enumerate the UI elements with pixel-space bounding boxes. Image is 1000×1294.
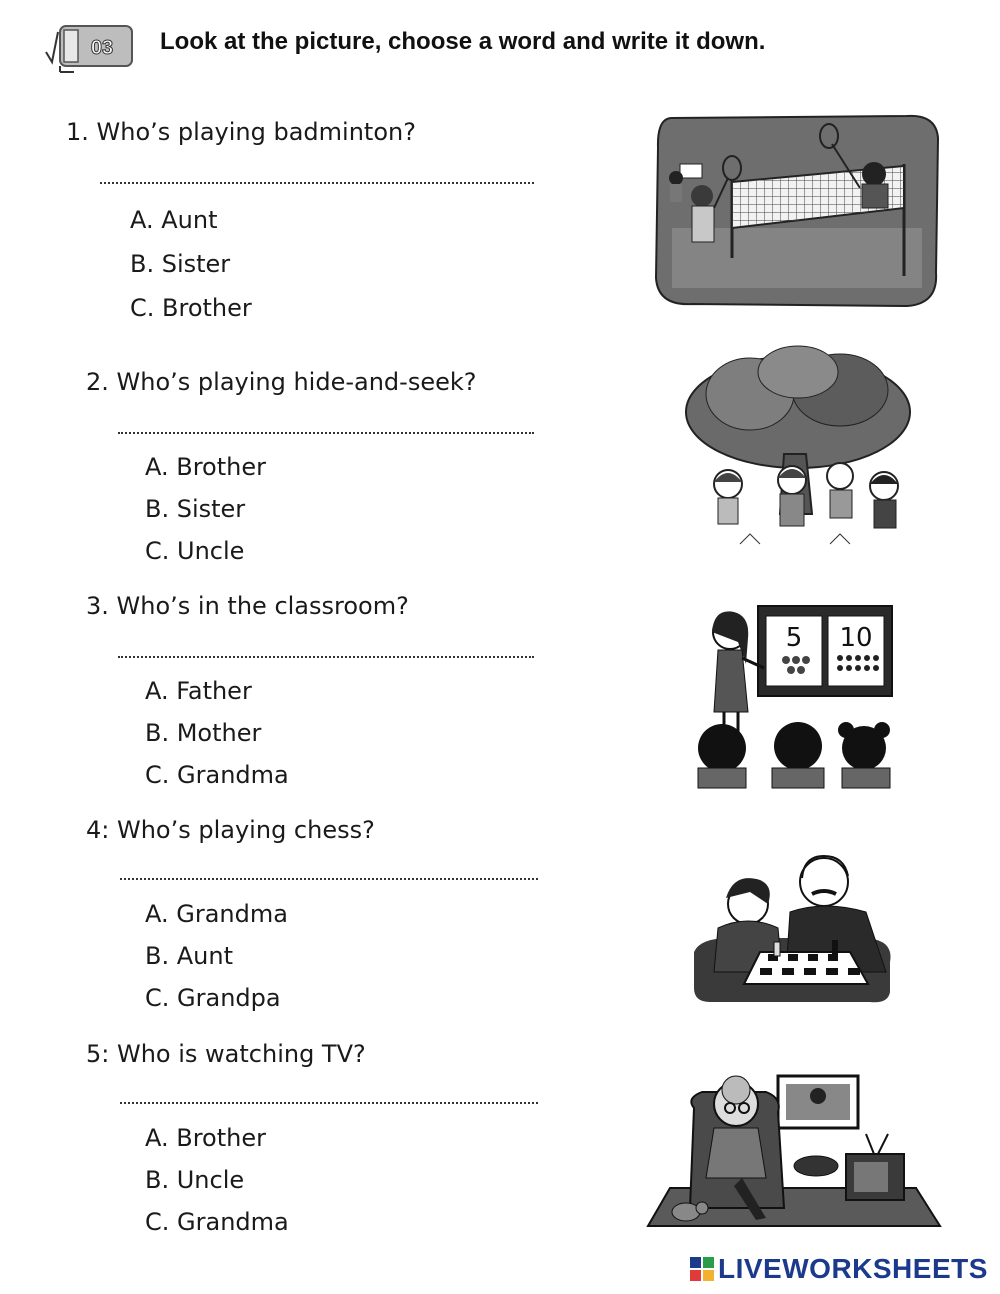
question-5-prompt: 5: Who is watching TV? xyxy=(86,1040,366,1068)
watching-tv-picture xyxy=(646,1068,942,1230)
question-4-option-a: A. Grandma xyxy=(145,900,288,928)
question-2-option-a: A. Brother xyxy=(145,453,266,481)
question-4-option-b: B. Aunt xyxy=(145,942,233,970)
question-1-option-a: A. Aunt xyxy=(130,206,218,234)
question-5-option-b: B. Uncle xyxy=(145,1166,245,1194)
question-3-option-b: B. Mother xyxy=(145,719,262,747)
hide-and-seek-picture xyxy=(680,344,914,556)
question-2-prompt: 2. Who’s playing hide-and-seek? xyxy=(86,368,477,396)
classroom-picture xyxy=(694,602,898,796)
question-4-answer-line[interactable] xyxy=(120,878,538,880)
question-5-answer-line[interactable] xyxy=(120,1102,538,1104)
liveworksheets-brand xyxy=(690,1252,988,1286)
instruction-title: Look at the picture, choose a word and write it down. xyxy=(160,28,766,55)
question-3-prompt: 3. Who’s in the classroom? xyxy=(86,592,409,620)
exercise-number-badge xyxy=(44,22,144,74)
question-1-option-c: C. Brother xyxy=(130,294,252,322)
question-1-option-b: B. Sister xyxy=(130,250,231,278)
question-2-answer-line[interactable] xyxy=(118,432,534,434)
question-2-option-c: C. Uncle xyxy=(145,537,245,565)
question-4-option-c: C. Grandpa xyxy=(145,984,281,1012)
question-5-option-c: C. Grandma xyxy=(145,1208,289,1236)
brand-name: LIVEWORKSHEETS xyxy=(718,1253,988,1284)
badge-number: 03 xyxy=(90,37,114,59)
question-4-prompt: 4: Who’s playing chess? xyxy=(86,816,375,844)
chess-picture xyxy=(690,842,896,1006)
badminton-picture xyxy=(652,108,942,314)
question-2-option-b: B. Sister xyxy=(145,495,246,523)
question-3-answer-line[interactable] xyxy=(118,656,534,658)
question-1-prompt: 1. Who’s playing badminton? xyxy=(66,118,416,146)
question-3-option-c: C. Grandma xyxy=(145,761,289,789)
liveworksheets-logo-icon xyxy=(690,1257,714,1281)
question-1-answer-line[interactable] xyxy=(100,182,534,184)
question-5-option-a: A. Brother xyxy=(145,1124,266,1152)
board-number-10: 10 xyxy=(839,623,873,653)
board-number-5: 5 xyxy=(785,623,803,653)
question-3-option-a: A. Father xyxy=(145,677,252,705)
